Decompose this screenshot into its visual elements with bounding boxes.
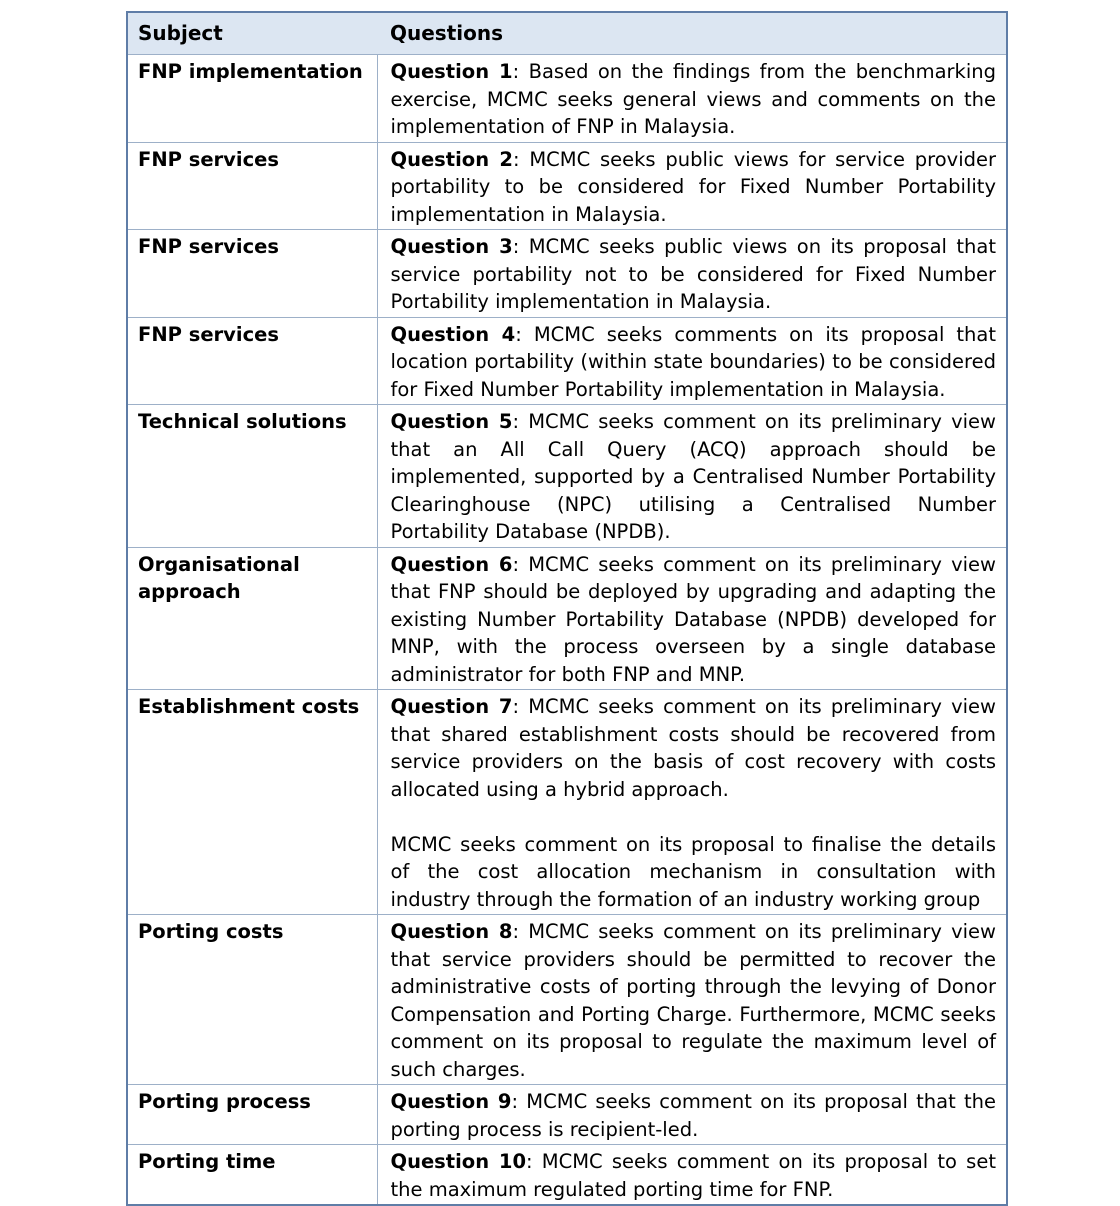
- row-subject: Porting time: [127, 1145, 377, 1206]
- question-text: : MCMC seeks comments on its proposal that location portability (within state boundaries) to be considered for Fixed Number Portability implementation in Malaysia.: [390, 322, 997, 401]
- row-subject: Establishment costs: [127, 690, 377, 915]
- row-question: [377, 915, 1007, 1085]
- question-text: : Based on the findings from the benchmarking exercise, MCMC seeks general views and comments on the implementation of FNP in Malaysia.: [390, 60, 996, 138]
- row-question: [377, 55, 1007, 143]
- table-body: [127, 55, 1007, 1206]
- question-paragraph: [391, 693, 997, 803]
- question-paragraph: [391, 321, 997, 404]
- question-text: : MCMC seeks comment on its preliminary view that an All Call Query (ACQ) approach should be implemented, supported by a Centralised Number Portability Clearinghouse (NPC) utilising a Centralised Number Portability Database (NPDB).: [390, 410, 996, 543]
- question-paragraph: [391, 1148, 997, 1203]
- row-subject: Organisational approach: [127, 547, 377, 690]
- row-question: [377, 1145, 1007, 1206]
- question-label: Question 2: [390, 147, 513, 171]
- table-row: [127, 142, 1007, 230]
- row-subject: Technical solutions: [127, 405, 377, 548]
- row-question: [377, 547, 1007, 690]
- row-question: [377, 690, 1007, 915]
- table-row: [127, 55, 1007, 143]
- question-text: : MCMC seeks comment on its proposal that the porting process is recipient-led.: [390, 1090, 996, 1141]
- table-row: [127, 1145, 1007, 1206]
- question-label: Question 6: [390, 552, 513, 576]
- table-header: [127, 12, 1007, 55]
- table-row: [127, 1085, 1007, 1145]
- row-subject: FNP implementation: [127, 55, 377, 143]
- question-text: : MCMC seeks comment on its proposal to set the maximum regulated porting time for FNP.: [390, 1150, 996, 1201]
- question-label: Question 8: [390, 920, 513, 943]
- question-text: : MCMC seeks public views on its proposal that service portability not to be considered for Fixed Number Portability implementation in Malaysia.: [390, 235, 996, 313]
- question-text: : MCMC seeks comment on its preliminary view that FNP should be deployed by upgrading and adapting the existing Number Portability Database (NPDB) developed for MNP, with the process overseen by a single database administrator for both FNP and MNP.: [390, 552, 996, 686]
- question-label: Question 4: [390, 322, 516, 346]
- column-header-subject: Subject: [127, 12, 377, 55]
- question-text: : MCMC seeks comment on its preliminary view that shared establishment costs should be recovered from service providers on the basis of cost recovery with costs allocated using a hybrid approach.: [390, 695, 996, 801]
- table-row: [127, 547, 1007, 690]
- question-paragraph: [391, 408, 997, 546]
- table-row: [127, 230, 1007, 318]
- question-label: Question 1: [390, 60, 513, 83]
- question-label: Question 10: [390, 1150, 527, 1173]
- row-subject: FNP services: [127, 317, 377, 405]
- question-paragraph: [391, 1088, 997, 1143]
- question-paragraph: [391, 551, 997, 689]
- question-paragraph: [391, 146, 997, 229]
- table-row: [127, 915, 1007, 1085]
- table-row: [127, 690, 1007, 915]
- question-paragraph: [391, 58, 997, 141]
- consultation-questions-table: [126, 11, 1008, 1206]
- question-text: : MCMC seeks comment on its preliminary view that service providers should be permitted to recover the administrative costs of porting through the levying of Donor Compensation and Porting Charge. Furthermore, MCMC seeks comment on its proposal to regulate the maximum level of such charges.: [390, 920, 996, 1081]
- question-label: Question 5: [390, 410, 513, 433]
- row-question: [377, 317, 1007, 405]
- question-label: Question 7: [390, 695, 513, 718]
- row-subject: Porting costs: [127, 915, 377, 1085]
- question-label: Question 9: [390, 1090, 512, 1113]
- question-text: : MCMC seeks public views for service provider portability to be considered for Fixed Number Portability implementation in Malaysia.: [390, 147, 996, 226]
- row-question: [377, 142, 1007, 230]
- row-subject: Porting process: [127, 1085, 377, 1145]
- table-row: [127, 405, 1007, 548]
- table-header-row: [127, 12, 1007, 55]
- row-question: [377, 405, 1007, 548]
- row-question: [377, 230, 1007, 318]
- row-subject: FNP services: [127, 142, 377, 230]
- question-paragraph-2: MCMC seeks comment on its proposal to finalise the details of the cost allocation mechanism in consultation with industry through the formation of an industry working group: [390, 832, 996, 911]
- question-label: Question 3: [390, 235, 513, 258]
- column-header-questions: Questions: [377, 12, 1007, 55]
- row-question: [377, 1085, 1007, 1145]
- question-paragraph: [391, 918, 997, 1083]
- table-row: [127, 317, 1007, 405]
- question-paragraph: [391, 233, 997, 316]
- row-subject: FNP services: [127, 230, 377, 318]
